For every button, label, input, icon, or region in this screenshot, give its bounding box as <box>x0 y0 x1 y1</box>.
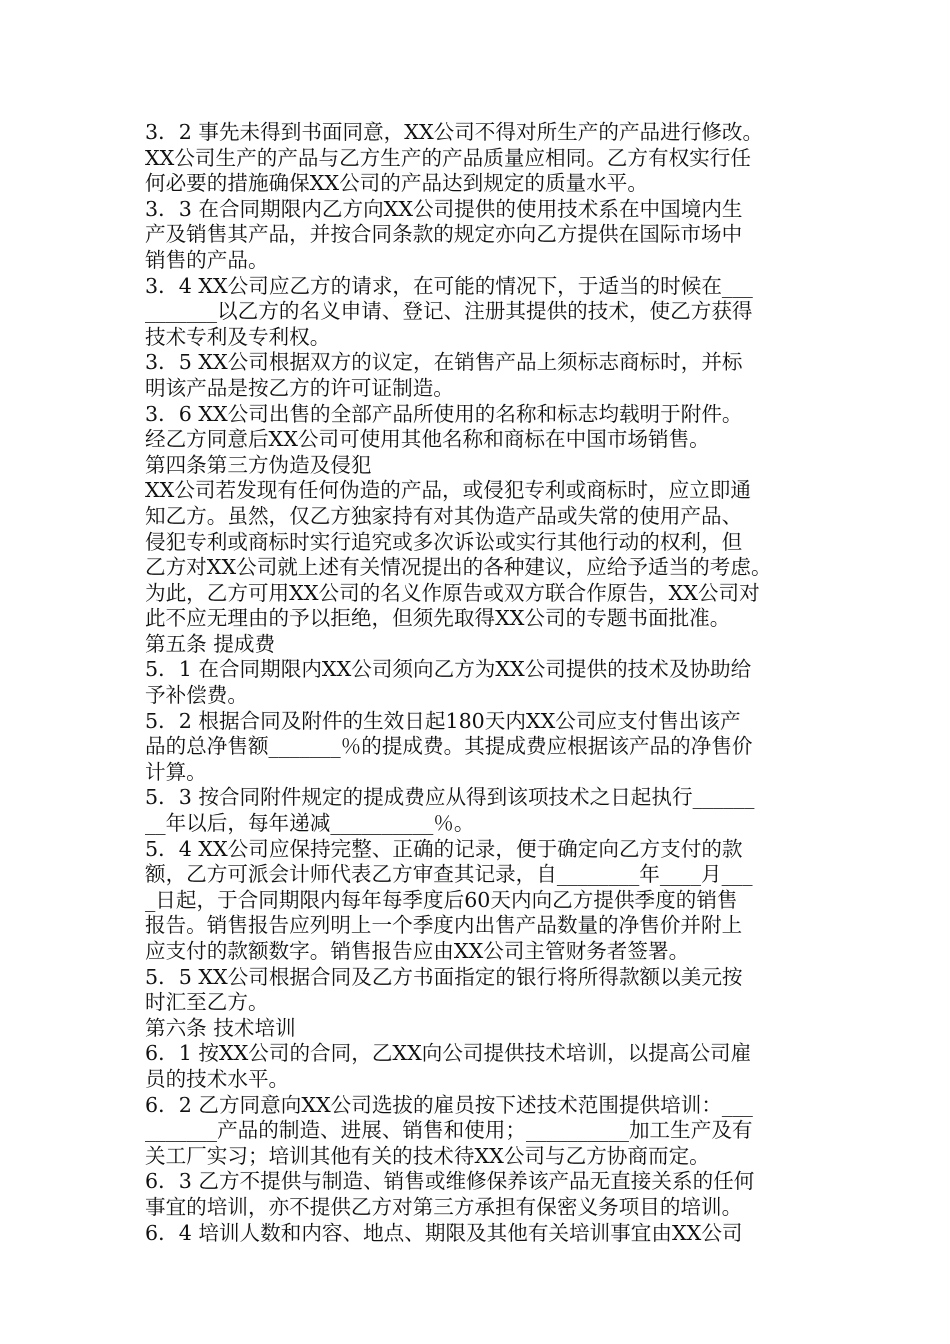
text-line: 知乙方。虽然，仅乙方独家持有对其伪造产品或失常的使用产品、 <box>145 503 743 528</box>
text-line: 应支付的款额数字。销售报告应由XX公司主管财务者签署。 <box>145 939 690 963</box>
text-line: 额，乙方可派会计师代表乙方审查其记录，自________年____月___ <box>145 862 753 887</box>
section-heading: 第六条 技术培训 <box>145 1015 296 1040</box>
text-line: 销售的产品。 <box>145 247 269 272</box>
text-line: 侵犯专利或商标时实行追究或多次诉讼或实行其他行动的权利，但 <box>145 529 743 554</box>
text-line: 6．3 乙方不提供与制造、销售或维修保养该产品无直接关系的任何 <box>145 1169 755 1194</box>
text-line: 6．2 乙方同意向XX公司选拔的雇员按下述技术范围提供培训：___ <box>145 1092 753 1117</box>
text-line: 3．2 事先未得到书面同意，XX公司不得对所生产的产品进行修改。 <box>145 120 764 144</box>
text-line: 乙方对XX公司就上述有关情况提出的各种建议，应给予适当的考虑。 <box>145 555 772 580</box>
text-line: 明该产品是按乙方的许可证制造。 <box>145 375 454 400</box>
text-line: 品的总净售额_______％的提成费。其提成费应根据该产品的净售价 <box>145 734 753 759</box>
text-line: 6．1 按XX公司的合同，乙XX向公司提供技术培训，以提高公司雇 <box>145 1041 752 1066</box>
text-line: 5．1 在合同期限内XX公司须向乙方为XX公司提供的技术及协助给 <box>145 657 752 682</box>
text-line: 5．4 XX公司应保持完整、正确的记录，便于确定向乙方支付的款 <box>145 836 743 861</box>
document-page <box>145 120 825 1246</box>
text-line: 6．4 培训人数和内容、地点、期限及其他有关培训事宜由XX公司 <box>145 1220 743 1245</box>
text-line: _______产品的制造、进展、销售和使用；__________加工生产及有 <box>145 1118 753 1143</box>
text-line: 经乙方同意后XX公司可使用其他名称和商标在中国市场销售。 <box>145 427 710 452</box>
text-line: 5．5 XX公司根据合同及乙方书面指定的银行将所得款额以美元按 <box>145 964 743 989</box>
text-line: 5．2 根据合同及附件的生效日起180天内XX公司应支付售出该产 <box>145 708 741 733</box>
text-line: 予补偿费。 <box>145 683 248 708</box>
text-line: 技术专利及专利权。 <box>145 324 331 349</box>
text-line: _______以乙方的名义申请、登记、注册其提供的技术，使乙方获得 <box>145 299 753 324</box>
text-line: 时汇至乙方。 <box>145 990 269 1015</box>
text-line: 3．3 在合同期限内乙方向XX公司提供的使用技术系在中国境内生 <box>145 196 743 221</box>
text-line: XX公司若发现有任何伪造的产品，或侵犯专利或商标时，应立即通 <box>145 478 751 503</box>
text-line: XX公司生产的产品与乙方生产的产品质量应相同。乙方有权实行任 <box>145 145 751 170</box>
text-line: 报告。销售报告应列明上一个季度内出售产品数量的净售价并附上 <box>145 913 743 938</box>
text-line: __年以后，每年递减__________％。 <box>145 811 475 836</box>
section-heading: 第五条 提成费 <box>145 631 276 656</box>
text-line: 3．6 XX公司出售的全部产品所使用的名称和标志均载明于附件。 <box>145 401 743 426</box>
text-line: 为此，乙方可用XX公司的名义作原告或双方联合作原告，XX公司对 <box>145 580 760 605</box>
section-heading: 第四条第三方伪造及侵犯 <box>145 452 372 477</box>
text-line: 产及销售其产品，并按合同条款的规定亦向乙方提供在国际市场中 <box>145 222 743 247</box>
text-line: 此不应无理由的予以拒绝，但须先取得XX公司的专题书面批准。 <box>145 606 731 631</box>
text-line: 5．3 按合同附件规定的提成费应从得到该项技术之日起执行______ <box>145 785 755 810</box>
text-line: 何必要的措施确保XX公司的产品达到规定的质量水平。 <box>145 171 648 196</box>
text-line: 事宜的培训，亦不提供乙方对第三方承担有保密义务项目的培训。 <box>145 1194 743 1219</box>
text-line: 3．5 XX公司根据双方的议定，在销售产品上须标志商标时，并标 <box>145 350 743 375</box>
text-line: _日起，于合同期限内每年每季度后60天内向乙方提供季度的销售 <box>145 887 738 912</box>
text-line: 计算。 <box>145 759 207 784</box>
text-line: 3．4 XX公司应乙方的请求，在可能的情况下，于适当的时候在___ <box>145 273 753 298</box>
text-line: 关工厂实习；培训其他有关的技术待XX公司与乙方协商而定。 <box>145 1143 710 1168</box>
text-line: 员的技术水平。 <box>145 1066 290 1091</box>
